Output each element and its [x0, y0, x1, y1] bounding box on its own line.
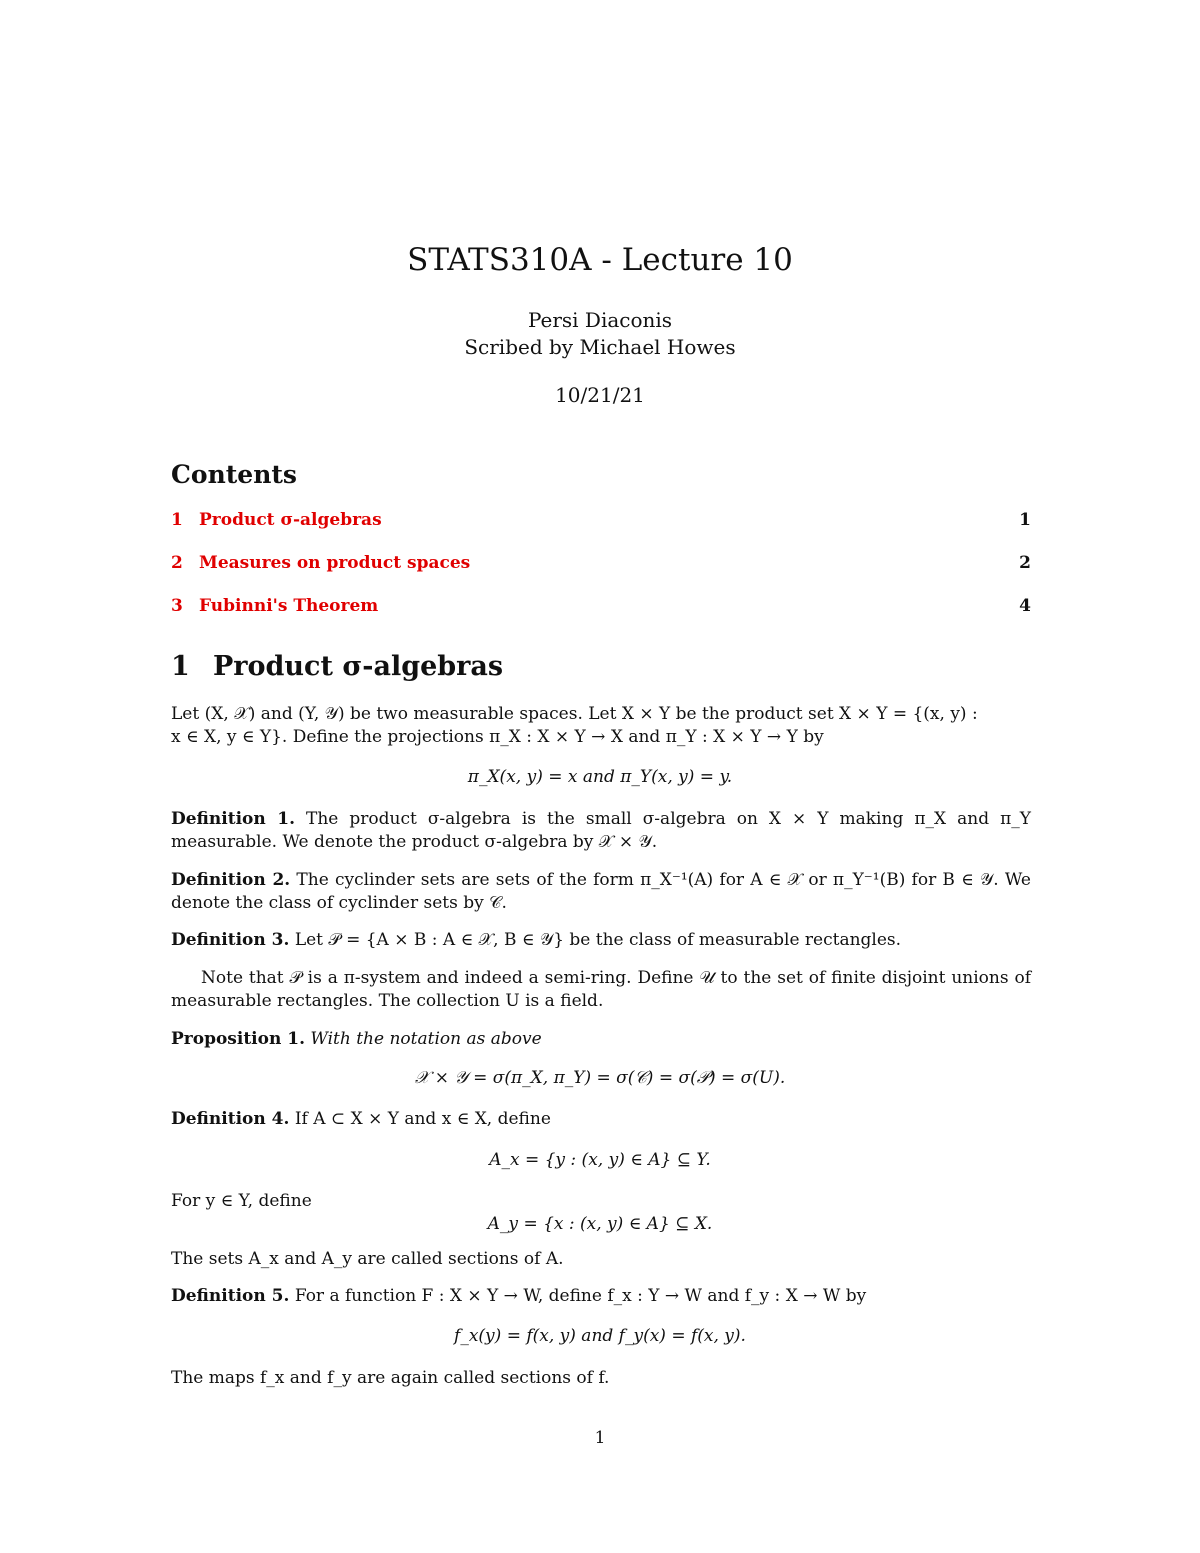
proposition-text: With the notation as above — [305, 1029, 542, 1049]
definition-3 — [171, 929, 1031, 952]
definition-label: Definition 2. — [171, 870, 291, 890]
sections-sentence: The sets A_x and A_y are called sections of A. — [171, 1249, 564, 1269]
date: 10/21/21 — [555, 383, 645, 407]
intro-line-2: x ∈ X, y ∈ Y}. Define the projections π_X : X × Y → X and π_Y : X × Y → Y by — [171, 727, 824, 747]
definition-text: For a function F : X × Y → W, define f_x : Y → W and f_y : X → W by — [289, 1286, 867, 1306]
toc-entry-1[interactable] — [171, 510, 1031, 534]
equation-section-y: A_y = {x : (x, y) ∈ A} ⊆ X. — [487, 1214, 713, 1234]
definition-text: The cyclinder sets are sets of the form π_X⁻¹(A) for A ∈ 𝒳 or π_Y⁻¹(B) for B ∈ 𝒴. We denote the class of cyclinder sets by 𝒞. — [171, 870, 1031, 913]
proposition-label: Proposition 1. — [171, 1029, 306, 1049]
equation-product-sigma: 𝒳 × 𝒴 = σ(π_X, π_Y) = σ(𝒞) = σ(𝒫) = σ(U). — [414, 1068, 786, 1088]
toc-entry-3[interactable] — [171, 596, 1031, 620]
section-title: Product σ-algebras — [213, 651, 504, 682]
note-paragraph: Note that 𝒫 is a π-system and indeed a semi-ring. Define 𝒰 to the set of finite disjoint unions of measurable rectangles. The collection U is a field. — [171, 968, 1031, 1011]
definition-text: If A ⊂ X × Y and x ∈ X, define — [289, 1109, 551, 1129]
section-heading — [171, 651, 503, 682]
definition-2 — [171, 869, 1031, 915]
toc-page-number: 4 — [1019, 596, 1031, 616]
intro-line-1: Let (X, 𝒳) and (Y, 𝒴) be two measurable spaces. Let X × Y be the product set X × Y = {(x, y) : — [171, 704, 978, 724]
equation-section-x: A_x = {y : (x, y) ∈ A} ⊆ Y. — [489, 1150, 711, 1170]
definition-label: Definition 1. — [171, 809, 296, 829]
equation-function-sections: f_x(y) = f(x, y) and f_y(x) = f(x, y). — [454, 1326, 746, 1346]
definition-text: Let 𝒫 = {A × B : A ∈ 𝒳, B ∈ 𝒴} be the class of measurable rectangles. — [289, 930, 902, 950]
definition-label: Definition 3. — [171, 930, 290, 950]
toc-entry-2[interactable] — [171, 553, 1031, 577]
toc-page-number: 2 — [1019, 553, 1031, 573]
definition-label: Definition 4. — [171, 1109, 290, 1129]
definition-1 — [171, 808, 1031, 854]
toc-number: 1 — [171, 510, 183, 530]
definition-5 — [171, 1285, 1031, 1308]
maps-sentence: The maps f_x and f_y are again called sections of f. — [171, 1368, 610, 1388]
author: Persi Diaconis — [527, 308, 673, 332]
for-y-line: For y ∈ Y, define — [171, 1191, 312, 1211]
toc-link-product-sigma-algebras[interactable]: Product σ-algebras — [199, 510, 382, 530]
toc-link-measures-on-product-spaces[interactable]: Measures on product spaces — [199, 553, 471, 573]
toc-number: 3 — [171, 596, 183, 616]
toc-number: 2 — [171, 553, 183, 573]
definition-4 — [171, 1108, 1031, 1131]
contents-heading: Contents — [171, 460, 298, 489]
scribe: Scribed by Michael Howes — [464, 335, 736, 359]
toc-page-number: 1 — [1019, 510, 1031, 530]
page-number: 1 — [594, 1428, 606, 1448]
definition-text: The product σ-algebra is the small σ-algebra on X × Y making π_X and π_Y measurable. We denote the product σ-algebra by 𝒳 × 𝒴. — [171, 809, 1031, 852]
document-title: STATS310A - Lecture 10 — [407, 242, 793, 278]
proposition-1 — [171, 1028, 1031, 1051]
definition-label: Definition 5. — [171, 1286, 290, 1306]
equation-projections: π_X(x, y) = x and π_Y(x, y) = y. — [467, 767, 733, 787]
toc-link-fubinnis-theorem[interactable]: Fubinni's Theorem — [199, 596, 379, 616]
section-number: 1 — [171, 651, 190, 682]
